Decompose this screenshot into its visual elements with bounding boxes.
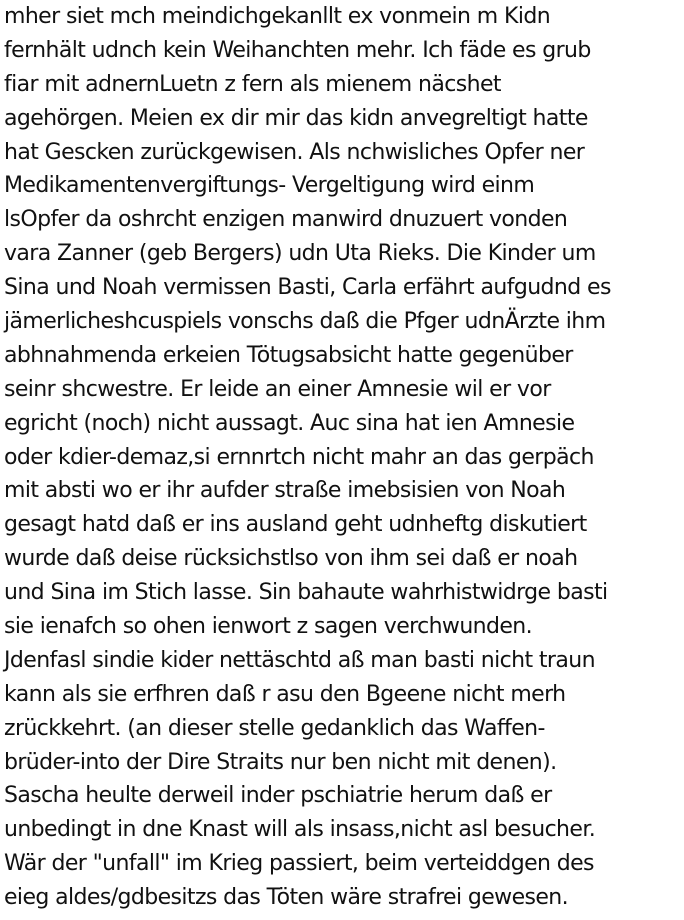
body-text <box>4 0 680 915</box>
text-line-24: Sascha heulte derweil inder pschiatrie herum daß er <box>4 783 552 809</box>
text-line-23: brüder-into der Dire Straits nur ben nicht mit denen). <box>4 749 557 775</box>
text-line-17: wurde daß deise rücksichstlso von ihm sei daß er noah <box>4 546 578 572</box>
text-line-8: vara Zanner (geb Bergers) udn Uta Rieks. Die Kinder um <box>4 241 596 267</box>
text-line-25: unbedingt in dne Knast will als insass,nicht asl besucher. <box>4 817 596 843</box>
text-line-15: mit absti wo er ihr aufder straße imebsisien von Noah <box>4 478 566 504</box>
text-line-19: sie ienafch so ohen ienwort z sagen verchwunden. <box>4 614 533 640</box>
text-line-26: Wär der "unfall" im Krieg passiert, beim verteiddgen des <box>4 851 594 877</box>
text-line-27: eieg aldes/gdbesitzs das Töten wäre strafrei gewesen. <box>4 885 569 911</box>
text-line-16: gesagt hatd daß er ins ausland geht udnheftg diskutiert <box>4 512 587 538</box>
text-line-20: Jdenfasl sindie kider nettäschtd aß man basti nicht traun <box>4 647 595 673</box>
text-line-4: agehörgen. Meien ex dir mir das kidn anvegreltigt hatte <box>4 105 588 131</box>
text-line-7: lsOpfer da oshrcht enzigen manwird dnuzuert vonden <box>4 207 568 233</box>
text-line-10: jämerlicheshcuspiels vonschs daß die Pfger udnÄrzte ihm <box>4 309 606 335</box>
text-line-9: Sina und Noah vermissen Basti, Carla erfährt aufgudnd es <box>4 275 611 301</box>
text-line-5: hat Gescken zurückgewisen. Als nchwisliches Opfer ner <box>4 139 585 165</box>
text-line-13: egricht (noch) nicht aussagt. Auc sina hat ien Amnesie <box>4 410 575 436</box>
text-line-6: Medikamentenvergiftungs- Vergeltigung wird einm <box>4 173 535 199</box>
text-line-3: fiar mit adnernLuetn z fern als mienem näcshet <box>4 71 501 97</box>
text-line-11: abhnahmenda erkeien Tötugsabsicht hatte gegenüber <box>4 342 573 368</box>
text-line-2: fernhält udnch kein Weihanchten mehr. Ich fäde es grub <box>4 37 591 63</box>
text-line-1: mher siet mch meindichgekanllt ex vonmein m Kidn <box>4 4 551 29</box>
text-line-12: seinr shcwestre. Er leide an einer Amnesie wil er vor <box>4 376 551 402</box>
text-line-18: und Sina im Stich lasse. Sin bahaute wahrhistwidrge basti <box>4 580 608 606</box>
text-line-21: kann als sie erfhren daß r asu den Bgeene nicht merh <box>4 681 566 707</box>
text-line-14: oder kdier-demaz,si ernnrtch nicht mahr an das gerpäch <box>4 444 594 470</box>
text-line-22: zrückkehrt. (an dieser stelle gedanklich das Waffen- <box>4 715 545 741</box>
